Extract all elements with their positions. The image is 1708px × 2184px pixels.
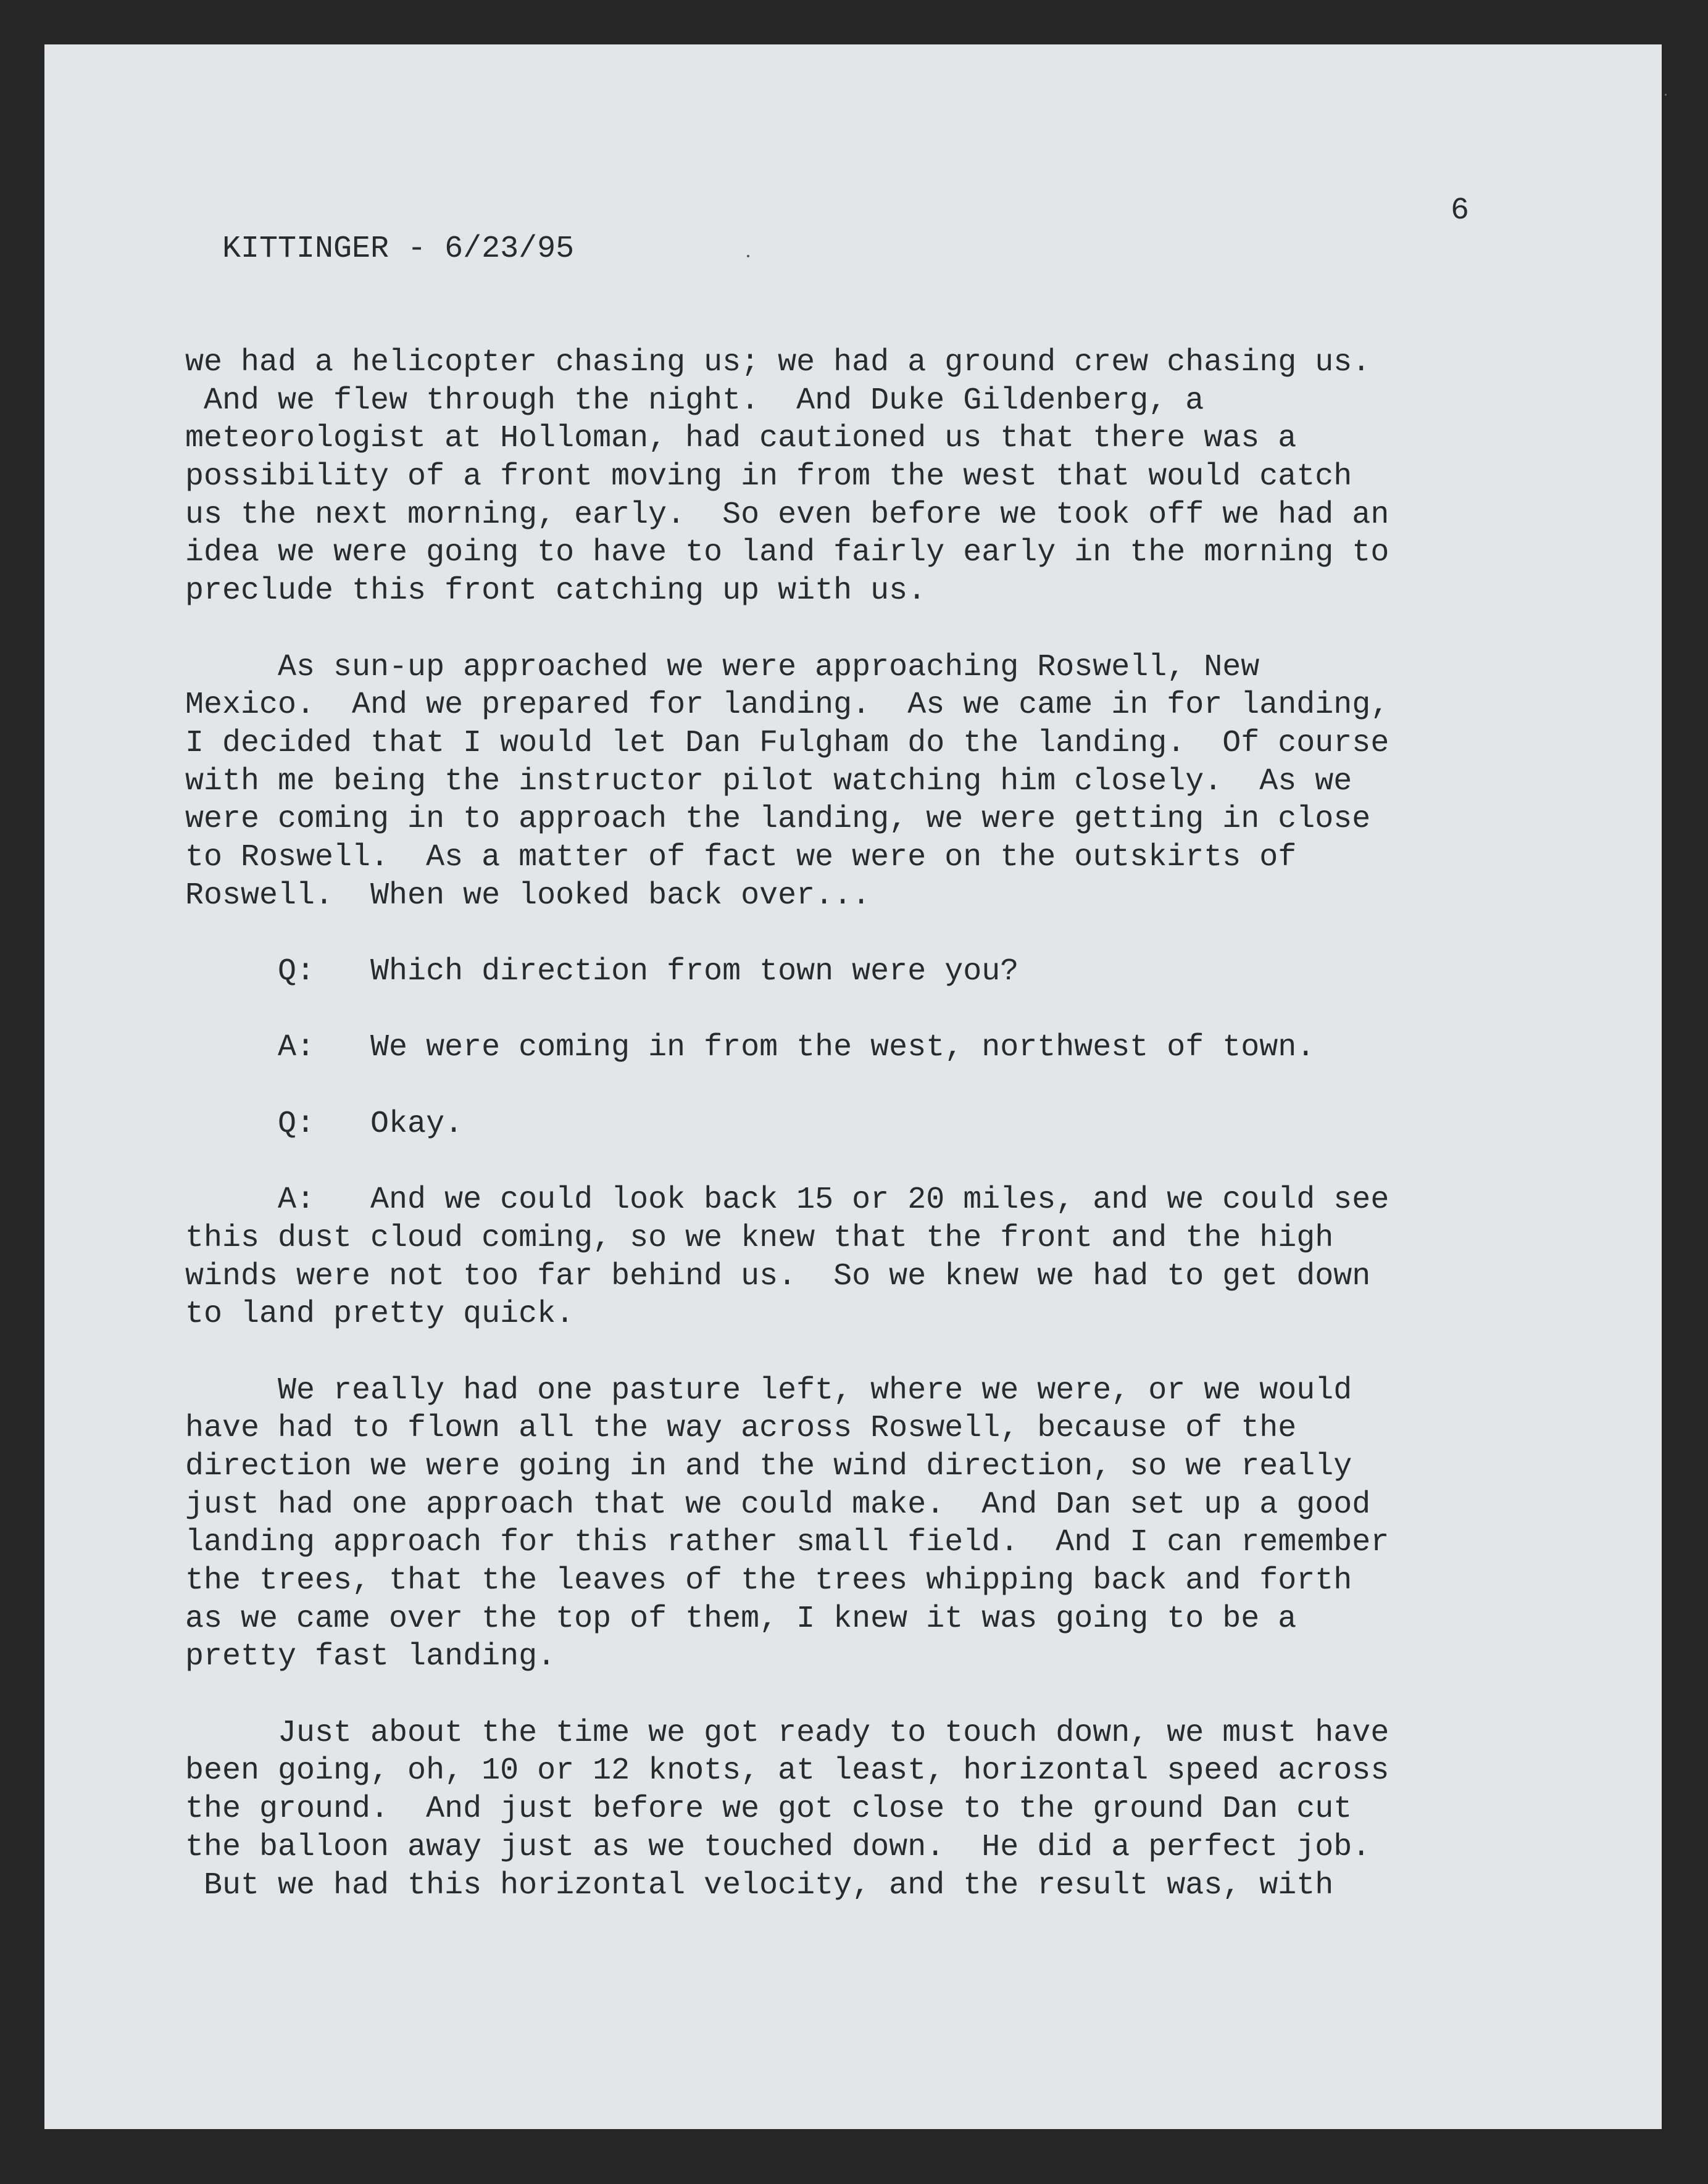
text-line: direction we were going in and the wind direction, so we really xyxy=(185,1448,1352,1484)
paragraph-gap xyxy=(185,1676,1481,1714)
page-header xyxy=(185,192,1469,306)
paragraph-gap xyxy=(185,1334,1481,1372)
text-line: the balloon away just as we touched down. He did a perfect job. xyxy=(185,1829,1371,1865)
text-line: winds were not too far behind us. So we knew we had to get down xyxy=(185,1258,1371,1294)
edge-mark xyxy=(1665,94,1667,96)
text-line: have had to flown all the way across Roswell, because of the xyxy=(185,1411,1297,1447)
text-line: been going, oh, 10 or 12 knots, at least, horizontal speed across xyxy=(185,1753,1389,1789)
text-line: But we had this horizontal velocity, and the result was, with xyxy=(185,1867,1334,1903)
scan-speck xyxy=(747,255,749,257)
header-title: KITTINGER - 6/23/95 xyxy=(222,231,575,267)
text-line: As sun-up approached we were approaching Roswell, New xyxy=(185,649,1260,685)
text-line: A: And we could look back 15 or 20 miles, and we could see xyxy=(185,1182,1389,1218)
text-line: landing approach for this rather small field. And I can remember xyxy=(185,1525,1389,1561)
text-line: the trees, that the leaves of the trees whipping back and forth xyxy=(185,1563,1352,1598)
text-line: We really had one pasture left, where we were, or we would xyxy=(185,1372,1352,1408)
text-line: Just about the time we got ready to touch down, we must have xyxy=(185,1715,1389,1751)
text-line: were coming in to approach the landing, we were getting in close xyxy=(185,802,1371,837)
text-line: to Roswell. As a matter of fact we were on the outskirts of xyxy=(185,839,1297,875)
text-line: just had one approach that we could make. And Dan set up a good xyxy=(185,1487,1371,1522)
text-line: Roswell. When we looked back over... xyxy=(185,878,871,913)
paragraph-gap xyxy=(185,991,1481,1029)
text-line: pretty fast landing. xyxy=(185,1639,556,1675)
text-line: to land pretty quick. xyxy=(185,1297,575,1332)
paragraph-gap xyxy=(185,610,1481,649)
text-line: A: We were coming in from the west, northwest of town. xyxy=(185,1030,1315,1066)
text-line: we had a helicopter chasing us; we had a ground crew chasing us. xyxy=(185,345,1371,380)
text-line: meteorologist at Holloman, had cautioned us that there was a xyxy=(185,421,1297,457)
text-line: as we came over the top of them, I knew it was going to be a xyxy=(185,1601,1297,1637)
text-line: us the next morning, early. So even before we took off we had an xyxy=(185,497,1389,533)
text-line: And we flew through the night. And Duke Gildenberg, a xyxy=(185,383,1204,418)
text-line: possibility of a front moving in from the west that would catch xyxy=(185,459,1352,495)
transcript-body xyxy=(185,344,1481,1904)
page-number: 6 xyxy=(1450,193,1469,228)
text-line: with me being the instructor pilot watching him closely. As we xyxy=(185,763,1352,799)
text-line: the ground. And just before we got close to the ground Dan cut xyxy=(185,1792,1352,1827)
text-line: Mexico. And we prepared for landing. As we came in for landing, xyxy=(185,687,1389,723)
text-line: Q: Okay. xyxy=(185,1106,464,1142)
paragraph-gap xyxy=(185,1067,1481,1105)
text-line: I decided that I would let Dan Fulgham do the landing. Of course xyxy=(185,725,1389,761)
paragraph-gap xyxy=(185,915,1481,953)
text-line: this dust cloud coming, so we knew that the front and the high xyxy=(185,1220,1334,1256)
paragraph-gap xyxy=(185,1143,1481,1181)
text-line: Q: Which direction from town were you? xyxy=(185,954,1019,989)
text-line: preclude this front catching up with us. xyxy=(185,573,927,609)
text-line: idea we were going to have to land fairly early in the morning to xyxy=(185,535,1389,571)
